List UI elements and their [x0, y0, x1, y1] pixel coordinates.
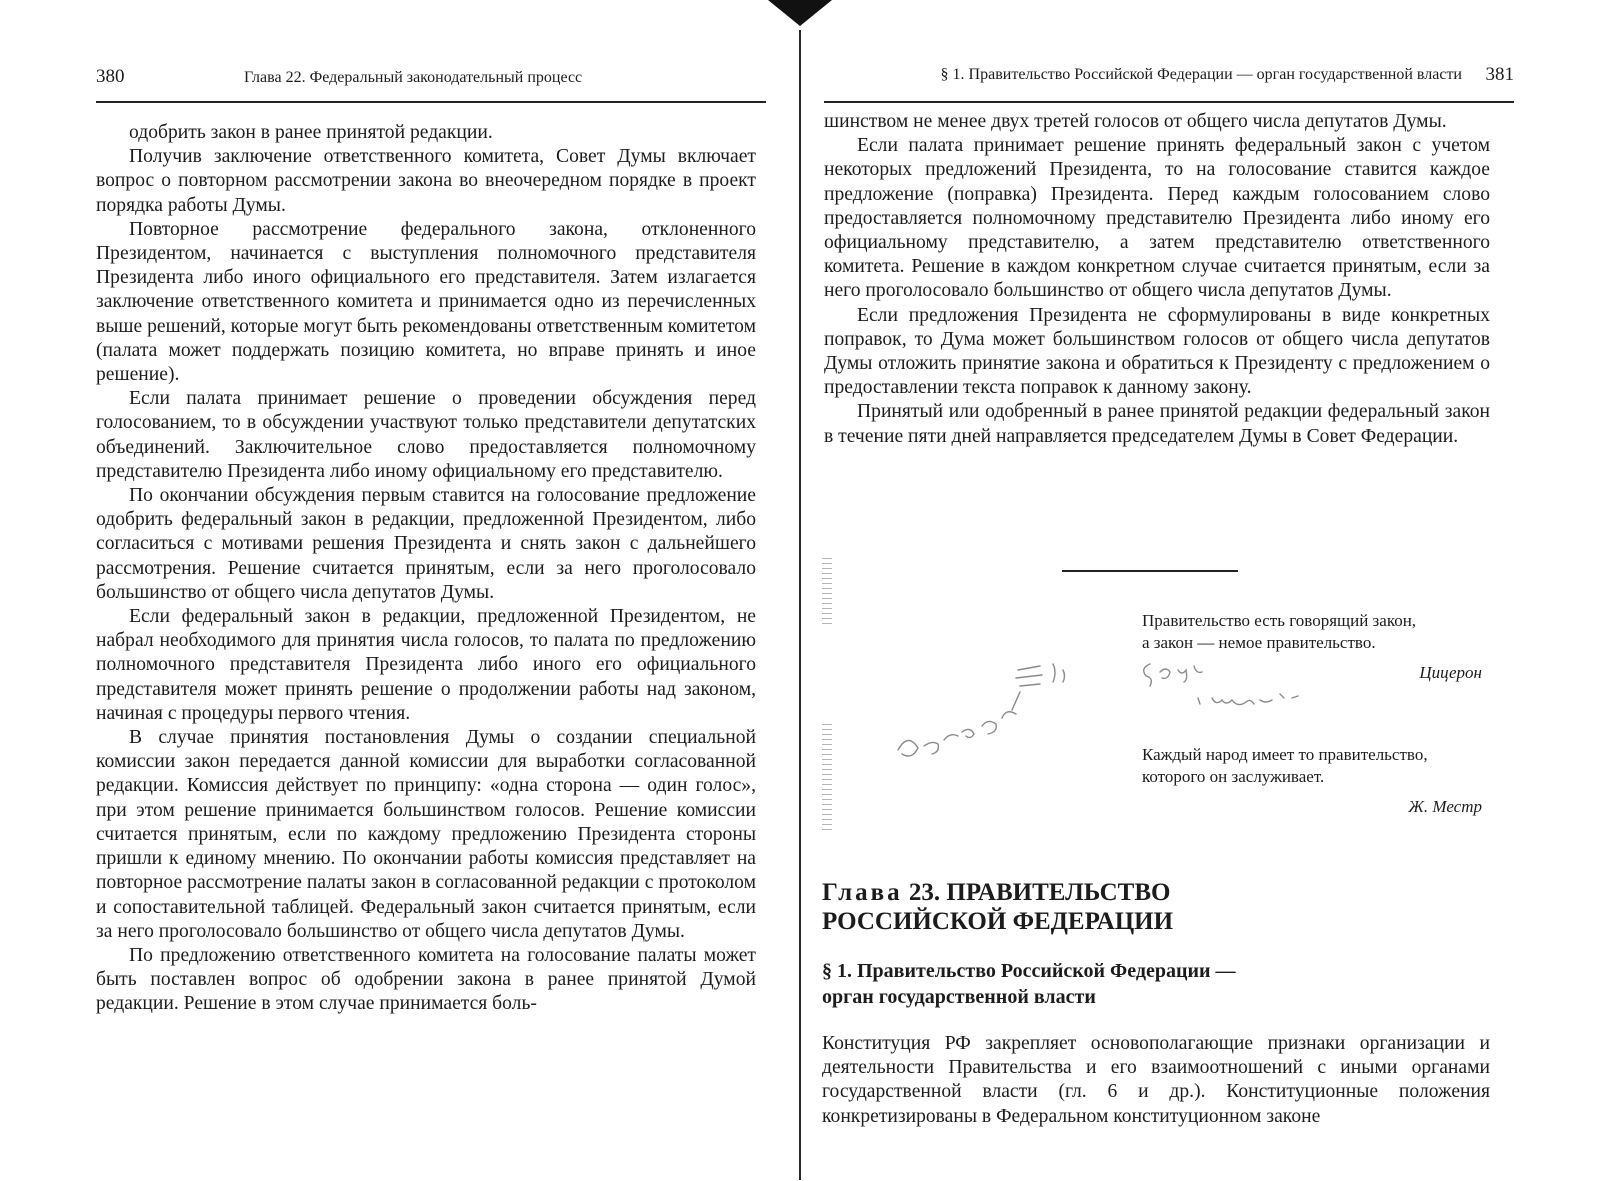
scan-noise-mark [822, 724, 832, 834]
right-paragraph: Принятый или одобренный в ранее принятой редакции федеральный закон в течение пяти дней направляется председателем Думы в Совет Федерации. [824, 401, 1490, 447]
section-title-line2: орган государственной власти [822, 986, 1096, 1008]
left-paragraph: Получив заключение ответственного комитета, Совет Думы включает вопрос о повторном рассмотрении закона во внеочередном порядке в проект порядка работы Думы. [96, 146, 756, 216]
section-separator-rule [1062, 570, 1238, 572]
epigraph-author: Цицерон [1419, 663, 1482, 682]
right-running-head-title: § 1. Правительство Российской Федерации — орган государственной власти [940, 66, 1462, 83]
chapter-label: Глава [822, 879, 903, 906]
right-page-number: 381 [1485, 64, 1514, 85]
scan-noise-mark [822, 558, 832, 624]
left-page-number: 380 [96, 66, 125, 87]
epigraph-maistre [1142, 744, 1482, 818]
chapter-number-title: 23. ПРАВИТЕЛЬСТВО [902, 879, 1171, 906]
left-paragraph: Повторное рассмотрение федерального закона, отклоненного Президентом, начинается с выступления полномочного представителя Президента либо иного официального его представителя. Затем излагается заключение ответственного комитета и принимается одно из перечисленных выше решений, которые могут быть рекомендованы ответственным комитетом (палата может поддержать позицию комитета, но вправе принять и иное решение). [96, 218, 756, 386]
left-running-head-title: Глава 22. Федеральный законодательный процесс [244, 69, 583, 86]
left-paragraph: одобрить закон в ранее принятой редакции. [129, 122, 493, 143]
epigraph-cicero [1142, 610, 1482, 684]
left-paragraph: Если федеральный закон в редакции, предложенной Президентом, не набрал необходимого для принятия числа голосов, то палата по предложению полномочного представителя Президента либо иного его официального представителя может принять решение о продолжении работы над законом, начиная с процедуры первого чтения. [96, 606, 756, 724]
left-paragraph: По предложению ответственного комитета на голосование палаты может быть поставлен вопрос об одобрении закона в ранее принятой Думой редакции. Решение в этом случае принимается боль- [96, 944, 756, 1015]
epigraph-line: которого он заслуживает. [1142, 767, 1325, 786]
right-paragraph: Если предложения Президента не сформулированы в виде конкретных поправок, то Дума может большинством голосов от общего числа депутатов Думы отложить принятие закона и обратиться к Президенту с предложением о предоставлении текста поправок к данному закону. [824, 304, 1490, 399]
right-body-text-bottom [822, 1032, 1490, 1129]
epigraph-line: а закон — немое правительство. [1142, 633, 1376, 652]
right-paragraph: Конституция РФ закрепляет основополагающие признаки организации и деятельности Правительства и его взаимоотношений с иными органами государственной власти (гл. 6 и др.). Конституционные положения конкретизированы в Федеральном конституционном законе [822, 1033, 1490, 1127]
chapter-title [822, 878, 1502, 936]
section-title [822, 958, 1502, 1010]
left-paragraph: По окончании обсуждения первым ставится на голосование предложение одобрить федеральный закон в редакции, предложенной Президентом, либо согласиться с мотивами решения Президента и снять закон с дальнейшего рассмотрения. Решение считается принятым, если за него проголосовало большинство от общего числа депутатов Думы. [96, 485, 756, 603]
chapter-title-line2: РОССИЙСКОЙ ФЕДЕРАЦИИ [822, 908, 1174, 935]
section-title-line1: § 1. Правительство Российской Федерации — [822, 960, 1236, 982]
right-page [800, 0, 1600, 1181]
left-header-rule [96, 101, 766, 103]
right-header-rule [824, 101, 1514, 103]
left-paragraph: В случае принятия постановления Думы о создании специальной комиссии закон передается данной комиссии для выработки согласованной редакции. Комиссия действует по принципу: «одна сторона — один голос», при этом решение принимается большинством голосов. Решение комиссии считается принятым, если по каждому предложению Президента стороны пришли к единому мнению. По окончании работы комиссия представляет на повторное рассмотрение палаты закон в согласованной редакции с протоколом и сопоставительной таблицей. Федеральный закон считается принятым, если за него проголосовало большинство от общего числа депутатов Думы. [96, 727, 756, 942]
right-paragraph: шинством не менее двух третей голосов от общего числа депутатов Думы. [824, 111, 1447, 132]
right-paragraph: Если палата принимает решение принять федеральный закон с учетом некоторых предложений Президента, то на голосование ставится каждое предложение (поправка) Президента. Перед каждым голосованием слово предоставляется полномочному представителю Президента либо иному его официальному представителю, а затем представителю ответственного комитета. Решение в каждом конкретном случае считается принятым, если за него проголосовало большинство от общего числа депутатов Думы. [824, 135, 1490, 302]
left-body-text [96, 121, 756, 1017]
left-paragraph: Если палата принимает решение о проведении обсуждения перед голосованием, то в обсуждении участвуют только представители депутатских объединений. Заключительное слово предоставляется полномочному представителю Президента либо иному официальному его представителю. [96, 388, 756, 482]
epigraph-author: Ж. Местр [1408, 797, 1482, 816]
epigraph-line: Каждый народ имеет то правительство, [1142, 745, 1428, 764]
right-body-text-top [824, 110, 1490, 449]
epigraph-line: Правительство есть говорящий закон, [1142, 611, 1417, 630]
